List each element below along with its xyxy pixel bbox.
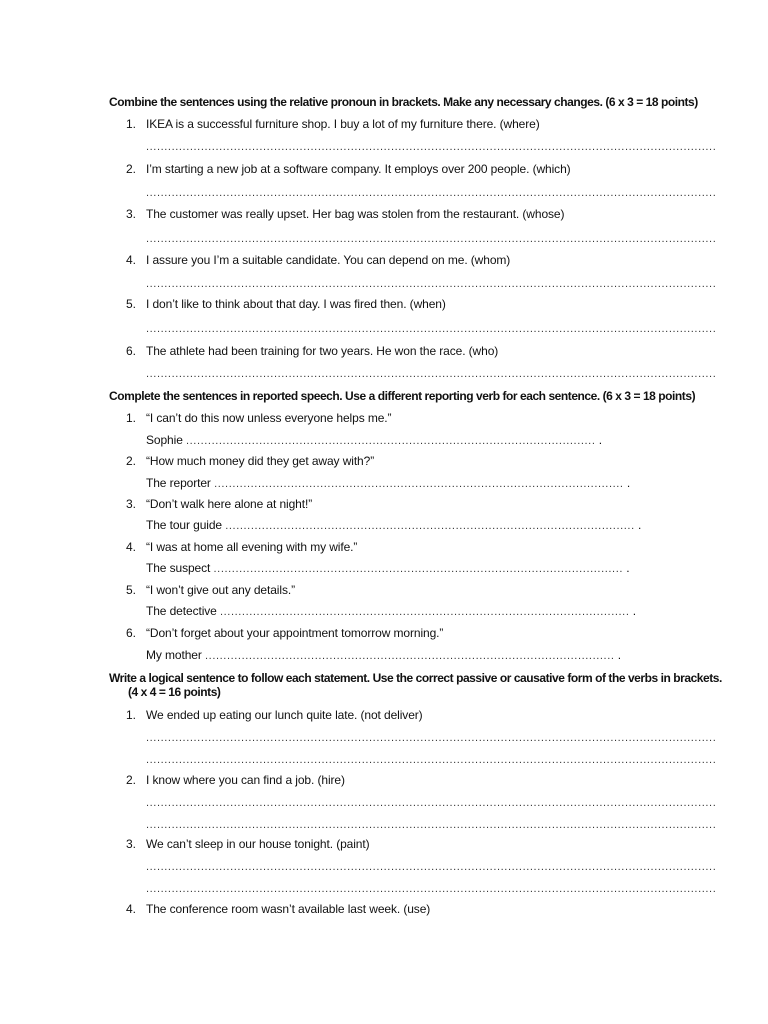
s3-item2-text: I know where you can find a job. (hire) — [146, 773, 345, 787]
s1-item5-answer-line[interactable]: ............................................................................................................................................................ — [146, 323, 717, 335]
s2-item5-fill-line[interactable]: ................................................................................................................ — [219, 606, 630, 618]
s2-item5-quote: “I won’t give out any details.” — [146, 583, 295, 597]
s3-item1-number: 1. — [126, 708, 137, 722]
s2-item2-number: 2. — [126, 454, 137, 468]
s1-item3-answer-line[interactable]: ............................................................................................................................................................ — [146, 233, 717, 245]
s2-item6-speaker: My mother — [146, 648, 202, 662]
s2-item6-fill-line[interactable]: ................................................................................................................ — [205, 650, 615, 662]
s1-item4-text: I assure you I’m a suitable candidate. You can depend on me. (whom) — [146, 253, 511, 267]
s2-item4-end: . — [626, 561, 630, 575]
s2-item3-quote: “Don’t walk here alone at night!” — [146, 497, 313, 511]
s2-item1-quote: “I can’t do this now unless everyone helps me.” — [146, 411, 392, 425]
section3-heading-line1: Write a logical sentence to follow each statement. Use the correct passive or causative form of the verbs in brackets. — [109, 671, 722, 685]
s1-item5-number: 5. — [126, 297, 137, 311]
s3-item3-text: We can’t sleep in our house tonight. (paint) — [146, 837, 370, 851]
s1-item5-text: I don’t like to think about that day. I was fired then. (when) — [146, 297, 446, 311]
s1-item2-number: 2. — [126, 162, 137, 176]
s1-item4-number: 4. — [126, 253, 137, 267]
s3-item4-number: 4. — [126, 902, 137, 916]
s2-item4-speaker: The suspect — [146, 561, 211, 575]
s1-item6-number: 6. — [126, 344, 137, 358]
s2-item1-speaker: Sophie — [146, 433, 183, 447]
s2-item5-answer[interactable] — [146, 604, 636, 619]
s3-item3-answer-line2[interactable]: ............................................................................................................................................................ — [146, 883, 717, 895]
s2-item6-quote: “Don’t forget about your appointment tomorrow morning.” — [146, 626, 444, 640]
s1-item1-answer-line[interactable]: ............................................................................................................................................................ — [146, 141, 717, 153]
s2-item3-answer[interactable] — [146, 518, 641, 533]
s1-item3-number: 3. — [126, 207, 137, 221]
s2-item2-speaker: The reporter — [146, 476, 211, 490]
s3-item2-answer-line1[interactable]: ............................................................................................................................................................ — [146, 797, 717, 809]
s3-item2-number: 2. — [126, 773, 137, 787]
s2-item3-fill-line[interactable]: ................................................................................................................ — [225, 520, 635, 532]
s3-item3-answer-line1[interactable]: ............................................................................................................................................................ — [146, 861, 717, 873]
s2-item6-end: . — [617, 648, 621, 662]
s3-item1-text: We ended up eating our lunch quite late. (not deliver) — [146, 708, 423, 722]
s2-item4-fill-line[interactable]: ................................................................................................................ — [213, 563, 624, 575]
s2-item4-number: 4. — [126, 540, 137, 554]
s2-item1-end: . — [598, 433, 602, 447]
s2-item1-fill-line[interactable]: ................................................................................................................ — [186, 435, 596, 447]
s1-item1-text: IKEA is a successful furniture shop. I buy a lot of my furniture there. (where) — [146, 117, 540, 131]
section1-heading: Combine the sentences using the relative pronoun in brackets. Make any necessary changes. (6 x 3 = 18 points) — [109, 95, 698, 109]
s2-item1-answer[interactable] — [146, 433, 602, 448]
s2-item2-end: . — [626, 476, 631, 490]
s2-item5-end: . — [632, 604, 636, 618]
s2-item5-number: 5. — [126, 583, 137, 597]
s3-item2-answer-line2[interactable]: ............................................................................................................................................................ — [146, 819, 717, 831]
s1-item6-answer-line[interactable]: ............................................................................................................................................................ — [146, 368, 717, 380]
s1-item4-answer-line[interactable]: ............................................................................................................................................................ — [146, 278, 717, 290]
s3-item1-answer-line1[interactable]: ............................................................................................................................................................ — [146, 732, 717, 744]
s3-item4-text: The conference room wasn’t available last week. (use) — [146, 902, 431, 916]
section2-heading: Complete the sentences in reported speech. Use a different reporting verb for each sentence. (6 x 3 = 18 points) — [109, 389, 696, 403]
s2-item3-speaker: The tour guide — [146, 518, 222, 532]
s1-item2-text: I’m starting a new job at a software company. It employs over 200 people. (which) — [146, 162, 571, 176]
s1-item1-number: 1. — [126, 117, 137, 131]
s2-item4-answer[interactable] — [146, 561, 629, 576]
s2-item1-number: 1. — [126, 411, 137, 425]
section3-heading-line2: (4 x 4 = 16 points) — [128, 685, 221, 699]
s2-item2-answer[interactable] — [146, 476, 630, 491]
s2-item3-number: 3. — [126, 497, 137, 511]
s3-item3-number: 3. — [126, 837, 137, 851]
s2-item4-quote: “I was at home all evening with my wife.” — [146, 540, 358, 554]
section3-heading — [109, 671, 722, 699]
s1-item6-text: The athlete had been training for two years. He won the race. (who) — [146, 344, 499, 358]
s2-item6-number: 6. — [126, 626, 137, 640]
s1-item3-text: The customer was really upset. Her bag was stolen from the restaurant. (whose) — [146, 207, 565, 221]
s2-item6-answer[interactable] — [146, 648, 621, 663]
s2-item2-quote: “How much money did they get away with?” — [146, 454, 375, 468]
s2-item2-fill-line[interactable]: ................................................................................................................ — [214, 478, 624, 490]
s3-item1-answer-line2[interactable]: ............................................................................................................................................................ — [146, 754, 717, 766]
s1-item2-answer-line[interactable]: ............................................................................................................................................................ — [146, 187, 717, 199]
s2-item3-end: . — [637, 518, 642, 532]
s2-item5-speaker: The detective — [146, 604, 217, 618]
